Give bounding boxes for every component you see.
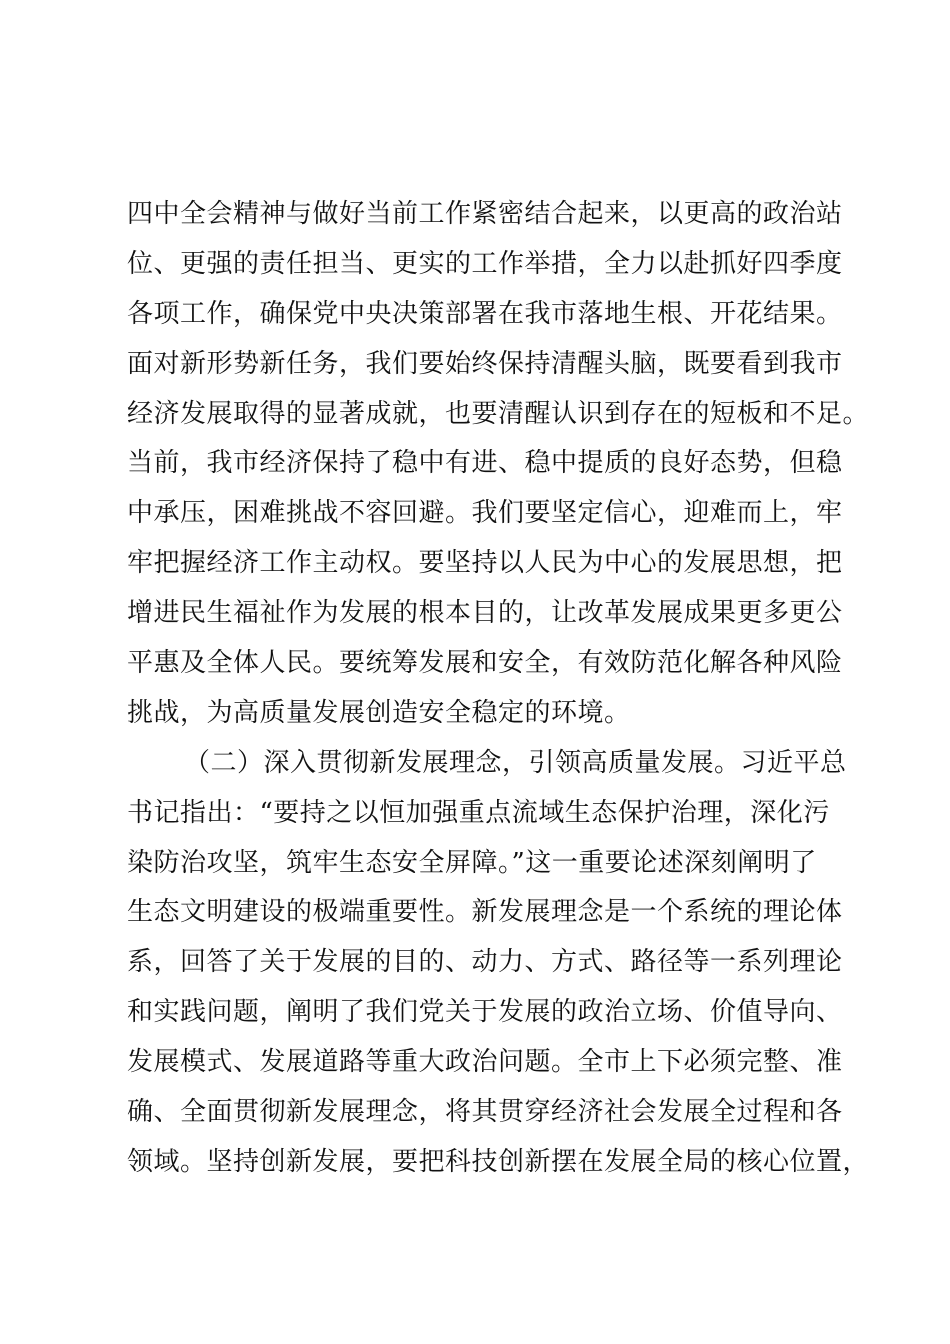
text-line: 确、全面贯彻新发展理念，将其贯穿经济社会发展全过程和各 <box>127 1097 843 1128</box>
text-line: 平惠及全体人民。要统筹发展和安全，有效防范化解各种风险 <box>127 648 843 679</box>
text-line: 挑战，为高质量发展创造安全稳定的环境。 <box>127 697 631 728</box>
text-line: 染防治攻坚，筑牢生态安全屏障。”这一重要论述深刻阐明了 <box>127 847 817 878</box>
text-line: 领域。坚持创新发展，要把科技创新摆在发展全局的核心位置， <box>127 1146 870 1177</box>
text-line: 位、更强的责任担当、更实的工作举措，全力以赴抓好四季度 <box>127 248 843 279</box>
text-line: 书记指出：“要持之以恒加强重点流域生态保护治理，深化污 <box>127 797 830 828</box>
text-line: 发展模式、发展道路等重大政治问题。全市上下必须完整、准 <box>127 1047 843 1078</box>
text-line: 经济发展取得的显著成就，也要清醒认识到存在的短板和不足。 <box>127 398 870 429</box>
text-line: 面对新形势新任务，我们要始终保持清醒头脑，既要看到我市 <box>127 348 843 379</box>
text-line: 和实践问题，阐明了我们党关于发展的政治立场、价值导向、 <box>127 997 843 1028</box>
text-line: 牢把握经济工作主动权。要坚持以人民为中心的发展思想，把 <box>127 548 843 579</box>
section-heading-line: （二）深入贯彻新发展理念，引领高质量发展。习近平总 <box>184 747 847 778</box>
text-line: 系，回答了关于发展的目的、动力、方式、路径等一系列理论 <box>127 947 843 978</box>
text-line: 生态文明建设的极端重要性。新发展理念是一个系统的理论体 <box>127 897 843 928</box>
text-line: 当前，我市经济保持了稳中有进、稳中提质的良好态势，但稳 <box>127 448 843 479</box>
text-line: 四中全会精神与做好当前工作紧密结合起来，以更高的政治站 <box>127 199 843 229</box>
text-line: 中承压，困难挑战不容回避。我们要坚定信心，迎难而上，牢 <box>127 498 843 529</box>
body-text <box>127 190 870 1188</box>
text-line: 增进民生福祉作为发展的根本目的，让改革发展成果更多更公 <box>127 598 843 629</box>
text-line: 各项工作，确保党中央决策部署在我市落地生根、开花结果。 <box>127 298 843 329</box>
